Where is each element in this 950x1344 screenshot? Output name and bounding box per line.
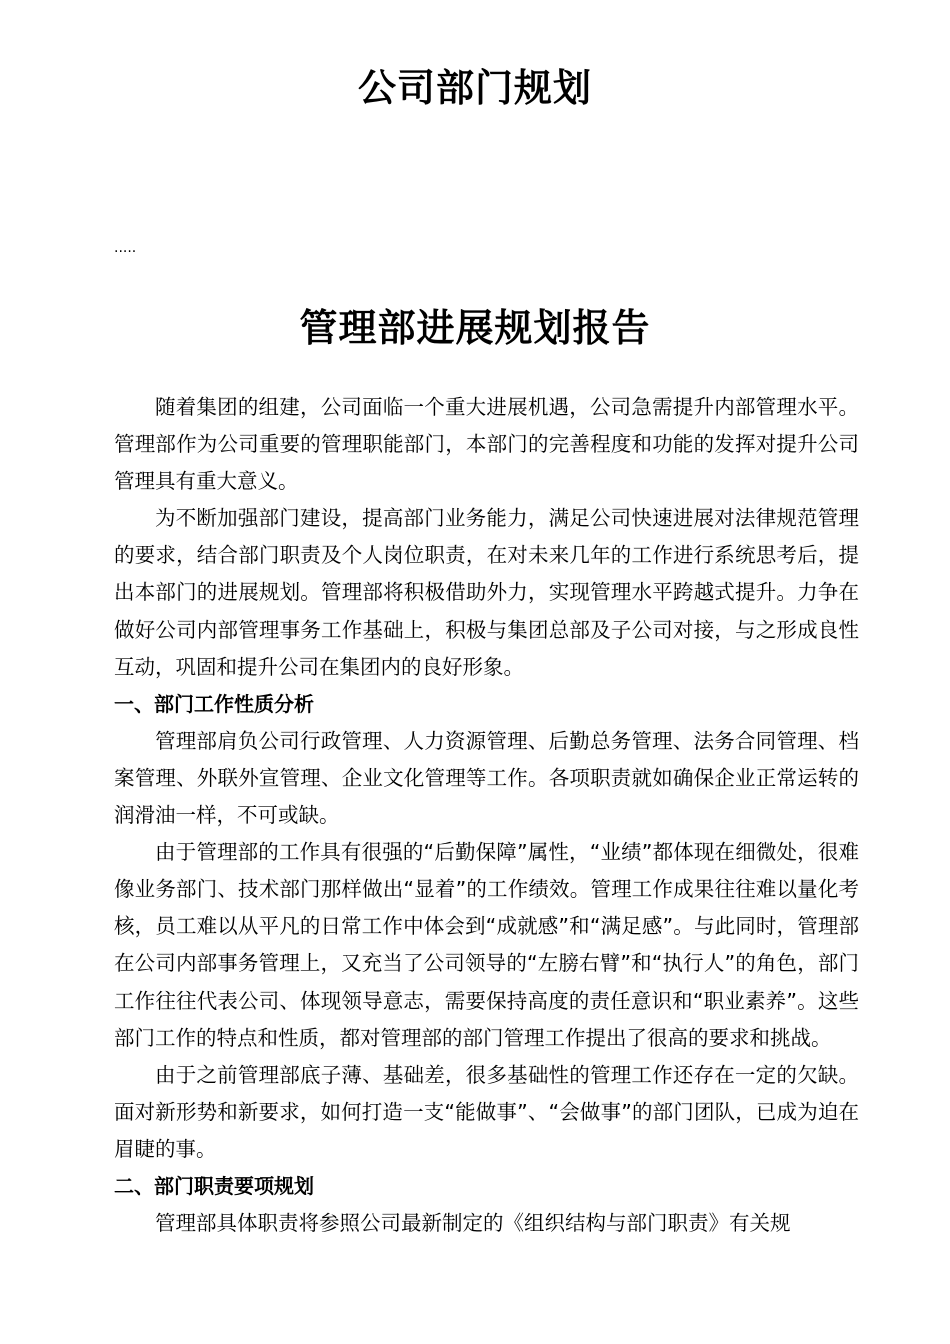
report-title: 管理部进展规划报告 [299,306,651,350]
section-1-heading: 一、部门工作性质分析 [114,691,314,716]
section-1-paragraph-3: 由于之前管理部底子薄、基础差，很多基础性的管理工作还存在一定的欠缺。面对新形势和新要求，如何打造一支“能做事”、“会做事”的部门团队，已成为迫在眉睫的事。 [114,1062,859,1161]
document-title: 公司部门规划 [357,66,592,110]
section-2-heading: 二、部门职责要项规划 [114,1173,314,1198]
ellipsis-marker: ..... [114,240,137,256]
intro-paragraph-1: 随着集团的组建，公司面临一个重大进展机遇，公司急需提升内部管理水平。管理部作为公司重要的管理职能部门，本部门的完善程度和功能的发挥对提升公司管理具有重大意义。 [114,395,859,494]
section-1-paragraph-1: 管理部肩负公司行政管理、人力资源管理、后勤总务管理、法务合同管理、档案管理、外联外宣管理、企业文化管理等工作。各项职责就如确保企业正常运转的润滑油一样，不可或缺。 [114,728,859,828]
intro-paragraph-2: 为不断加强部门建设，提高部门业务能力，满足公司快速进展对法律规范管理的要求，结合部门职责及个人岗位职责，在对未来几年的工作进行系统思考后，提出本部门的进展规划。管理部将积极借助外力，实现管理水平跨越式提升。力争在做好公司内部管理事务工作基础上，积极与集团总部及子公司对接，与之形成良性互动，巩固和提升公司在集团内的良好形象。 [114,506,859,679]
section-1-paragraph-2: 由于管理部的工作具有很强的“后勤保障”属性，“业绩”都体现在细微处，很难像业务部门、技术部门那样做出“显着”的工作绩效。管理工作成果往往难以量化考核，员工难以从平凡的日常工作中体会到“成就感”和“满足感”。与此同时，管理部在公司内部事务管理上，又充当了公司领导的“左膀右臂”和“执行人”的角色，部门工作往往代表公司、体现领导意志，需要保持高度的责任意识和“职业素养”。这些部门工作的特点和性质，都对管理部的部门管理工作提出了很高的要求和挑战。 [114,840,859,1050]
document-body [114,389,859,1242]
section-2-paragraph-1: 管理部具体职责将参照公司最新制定的《组织结构与部门职责》有关规 [155,1211,791,1236]
